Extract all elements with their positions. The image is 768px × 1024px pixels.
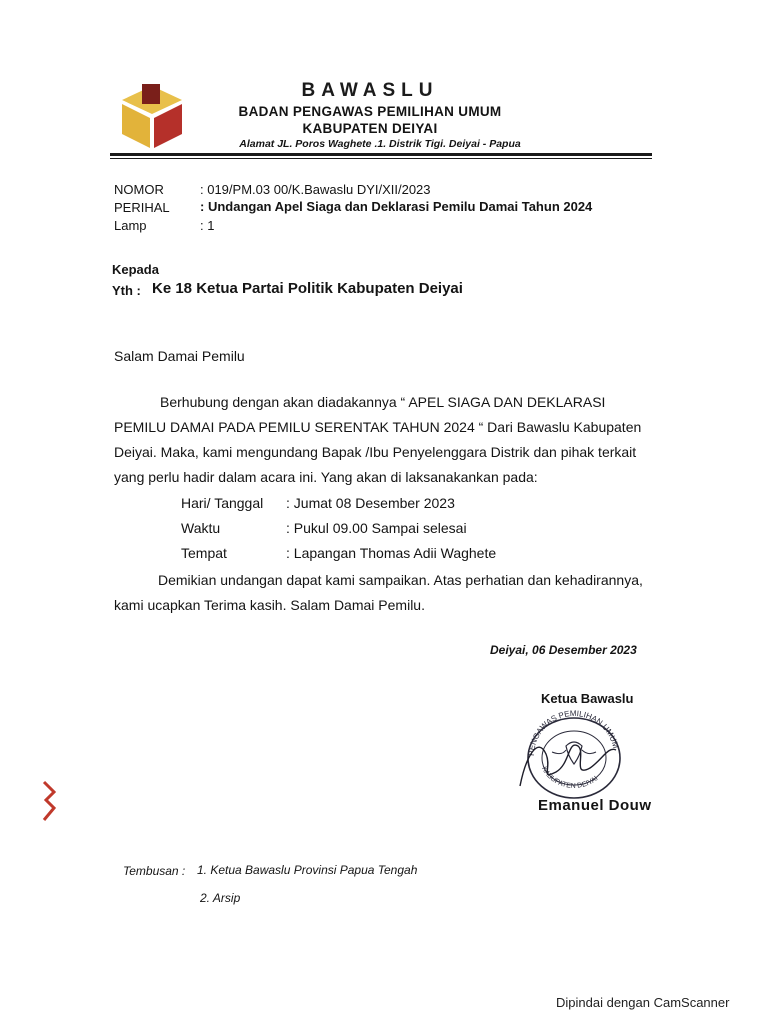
official-stamp-icon: [512, 706, 632, 802]
letterhead-divider-thin: [110, 158, 652, 159]
detail-value-date: : Jumat 08 Desember 2023: [286, 495, 455, 511]
recipient-kepada: Kepada: [112, 262, 159, 277]
svg-text:PENGAWAS PEMILIHAN UMUM: [527, 709, 620, 756]
body-line: Berhubung dengan akan diadakannya “ APEL SIAGA DAN DEKLARASI: [160, 394, 606, 410]
recipient-name: Ke 18 Ketua Partai Politik Kabupaten Deiyai: [152, 280, 463, 297]
meta-label-perihal: PERIHAL: [114, 200, 170, 215]
stamp-text-top: PENGAWAS PEMILIHAN UMUM: [526, 708, 621, 757]
org-name: BAWASLU: [301, 80, 439, 101]
detail-label-date: Hari/ Tanggal: [181, 495, 264, 511]
body-line: PEMILU DAMAI PADA PEMILU SERENTAK TAHUN 2024 “ Dari Bawaslu Kabupaten: [114, 419, 642, 435]
greeting: Salam Damai Pemilu: [114, 348, 245, 364]
tembusan-item: 1. Ketua Bawaslu Provinsi Papua Tengah: [197, 863, 418, 877]
org-region: KABUPATEN DEIYAI: [302, 121, 438, 136]
tembusan-item: 2. Arsip: [200, 891, 241, 905]
body-line: Deiyai. Maka, kami mengundang Bapak /Ibu Penyelenggara Distrik dan pihak terkait: [114, 444, 637, 460]
meta-value-nomor: : 019/PM.03 00/K.Bawaslu DYI/XII/2023: [200, 182, 431, 197]
meta-label-lamp: Lamp: [114, 218, 147, 233]
letterhead-divider: [110, 153, 652, 156]
closing-line: Demikian undangan dapat kami sampaikan. Atas perhatian dan kehadirannya,: [158, 572, 643, 588]
signatory-name: Emanuel Douw: [538, 797, 652, 814]
tembusan-label: Tembusan :: [123, 864, 186, 878]
camscanner-watermark: Dipindai dengan CamScanner: [556, 995, 730, 1010]
meta-label-nomor: NOMOR: [114, 182, 164, 197]
detail-value-time: : Pukul 09.00 Sampai selesai: [286, 520, 467, 536]
meta-value-lamp: : 1: [200, 218, 215, 233]
closing-line: kami ucapkan Terima kasih. Salam Damai Pemilu.: [114, 597, 425, 613]
org-address: Alamat JL. Poros Waghete .1. Distrik Tigi. Deiyai - Papua: [239, 138, 521, 150]
detail-label-place: Tempat: [181, 545, 227, 561]
signatory-title: Ketua Bawaslu: [541, 691, 634, 706]
scan-edge-mark-icon: [42, 778, 56, 824]
org-subtitle: BADAN PENGAWAS PEMILIHAN UMUM: [238, 104, 502, 119]
recipient-yth-label: Yth :: [112, 283, 141, 298]
body-line: yang perlu hadir dalam acara ini. Yang akan di laksanakankan pada:: [114, 469, 538, 485]
meta-value-perihal: : Undangan Apel Siaga dan Deklarasi Pemilu Damai Tahun 2024: [200, 199, 593, 214]
detail-label-time: Waktu: [181, 520, 221, 536]
svg-text:KABUPATEN DEIYAI: [540, 766, 599, 790]
bawaslu-logo-icon: [116, 80, 188, 152]
place-date: Deiyai, 06 Desember 2023: [490, 643, 637, 657]
stamp-text-bottom: KABUPATEN DEIYAI: [540, 765, 600, 790]
detail-value-place: : Lapangan Thomas Adii Waghete: [286, 545, 497, 561]
